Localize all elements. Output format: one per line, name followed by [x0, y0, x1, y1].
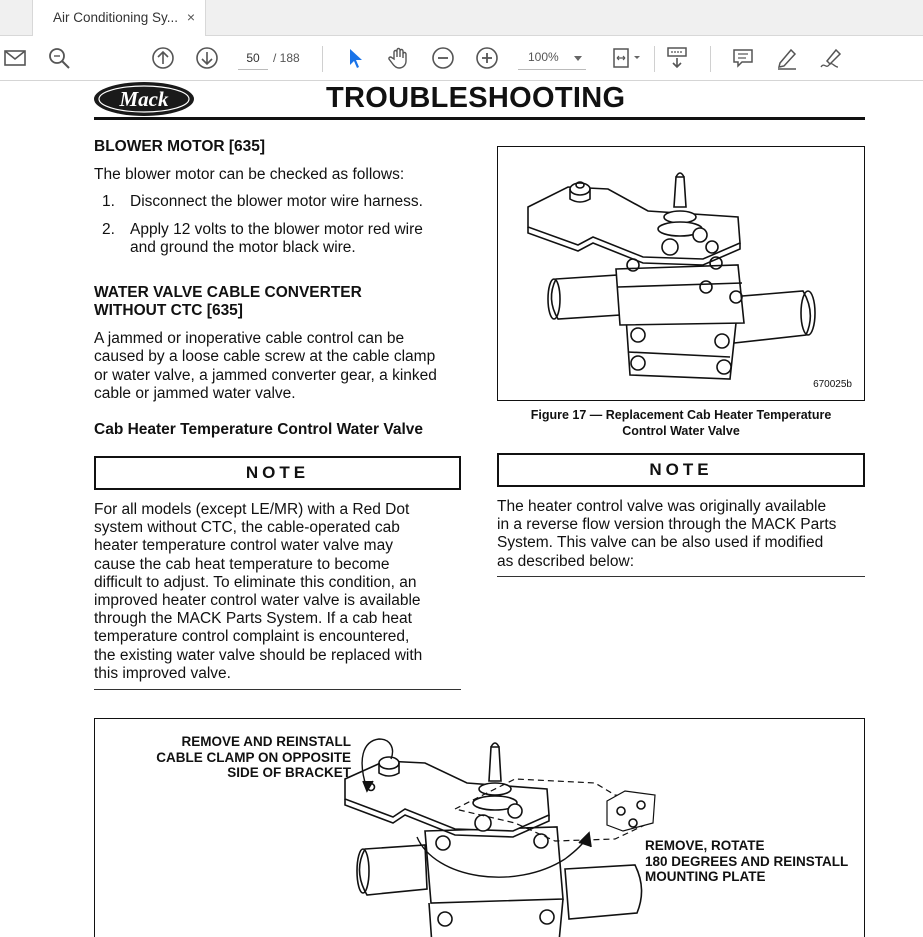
note-line: difficult to adjust. To eliminate this condition, an: [94, 573, 417, 591]
zoom-out-icon[interactable]: [430, 45, 456, 71]
toolbar-divider: [654, 46, 655, 72]
note-line: cause the cab heat temperature to become: [94, 555, 390, 573]
note-body-right: [497, 498, 869, 571]
zoom-in-icon[interactable]: [474, 45, 500, 71]
page-title: TROUBLESHOOTING: [326, 82, 626, 114]
body-line: cable or jammed water valve.: [94, 384, 296, 402]
toolbar-divider: [322, 46, 323, 72]
note-header-left: NOTE: [94, 456, 461, 490]
page-fit-icon[interactable]: [610, 45, 644, 71]
list-item: [94, 221, 466, 257]
note-line: For all models (except LE/MR) with a Red Dot: [94, 501, 410, 518]
note-line: improved heater control water valve is available: [94, 592, 421, 610]
cab-heater-subheading: Cab Heater Temperature Control Water Valve: [94, 421, 424, 439]
callout-line: MOUNTING PLATE: [645, 869, 766, 884]
note-line: heater temperature control water valve may: [94, 537, 393, 555]
note-line: in a reverse flow version through the MACK Parts: [497, 516, 837, 534]
note-header-right: NOTE: [497, 453, 865, 487]
search-icon[interactable]: [46, 45, 72, 71]
caption-line: Control Water Valve: [622, 423, 740, 438]
figure-17-caption: [497, 408, 865, 439]
water-valve-body: [94, 330, 466, 403]
pdf-page: [0, 82, 923, 937]
water-valve-illustration: [498, 147, 864, 400]
zoom-dropdown[interactable]: [518, 46, 586, 70]
tab-bar: [0, 0, 923, 36]
highlight-pen-icon[interactable]: [774, 45, 800, 71]
tab-title: Air Conditioning Sy...: [53, 10, 179, 25]
document-tab[interactable]: [32, 0, 206, 36]
note-body-left: [94, 501, 466, 683]
list-item: [94, 193, 466, 211]
blower-intro: The blower motor can be checked as follows:: [94, 166, 405, 183]
mack-logo: [92, 82, 196, 118]
valve-modification-figure: [94, 718, 865, 937]
page-number-input[interactable]: [238, 46, 268, 70]
logo-text: Mack: [119, 87, 169, 111]
callout-line: 180 DEGREES AND REINSTALL: [645, 853, 849, 869]
hand-tool-icon[interactable]: [386, 45, 412, 71]
chevron-down-icon: [574, 56, 582, 61]
step-text: Disconnect the blower motor wire harness.: [130, 193, 423, 211]
step-text: and ground the motor black wire.: [130, 239, 356, 257]
sign-icon[interactable]: [818, 45, 844, 71]
note-line: The heater control valve was originally available: [497, 498, 827, 515]
previous-page-icon[interactable]: [150, 45, 176, 71]
toolbar-divider: [710, 46, 711, 72]
comment-icon[interactable]: [730, 45, 756, 71]
note-line: this improved valve.: [94, 664, 231, 682]
water-valve-heading: WITHOUT CTC [635]: [94, 302, 243, 320]
body-line: caused by a loose cable screw at the cable clamp: [94, 348, 436, 366]
note-end-rule: [497, 576, 865, 577]
step-number: 2.: [102, 221, 115, 239]
callout-cable-clamp: [151, 734, 351, 781]
body-line: or water valve, a jammed converter gear, a kinked: [94, 366, 437, 384]
callout-line: SIDE OF BRACKET: [227, 765, 351, 780]
callout-line: REMOVE, ROTATE: [645, 838, 765, 853]
title-divider: [94, 117, 865, 120]
note-end-rule: [94, 689, 461, 690]
note-line: through the MACK Parts System. If a cab heat: [94, 610, 412, 628]
callout-mounting-plate: [645, 838, 860, 885]
page-total: / 188: [273, 51, 300, 65]
zoom-value: 100%: [528, 50, 559, 64]
left-column: [94, 138, 466, 439]
caption-line: Figure 17 — Replacement Cab Heater Temperature: [530, 408, 832, 422]
scroll-mode-icon[interactable]: [664, 45, 690, 71]
select-cursor-icon[interactable]: [342, 45, 368, 71]
callout-line: REMOVE AND REINSTALL: [181, 734, 351, 749]
body-line: A jammed or inoperative cable control can be: [94, 330, 405, 348]
blower-heading: BLOWER MOTOR [635]: [94, 138, 266, 155]
figure-17: [497, 146, 865, 401]
note-line: system without CTC, the cable-operated cab: [94, 519, 400, 537]
close-tab-icon[interactable]: ×: [186, 9, 195, 25]
pdf-toolbar: [0, 37, 923, 81]
email-icon[interactable]: [2, 45, 28, 71]
figure-code: 670025b: [813, 379, 852, 390]
next-page-icon[interactable]: [194, 45, 220, 71]
water-valve-heading: WATER VALVE CABLE CONVERTER: [94, 284, 362, 302]
note-line: System. This valve can be also used if modified: [497, 534, 824, 552]
note-line: temperature control complaint is encountered,: [94, 628, 410, 646]
step-number: 1.: [102, 193, 115, 211]
note-line: the existing water valve should be replaced with: [94, 646, 423, 664]
callout-line: CABLE CLAMP ON OPPOSITE: [156, 749, 351, 765]
note-line: as described below:: [497, 552, 634, 570]
step-text: Apply 12 volts to the blower motor red wire: [130, 221, 423, 239]
